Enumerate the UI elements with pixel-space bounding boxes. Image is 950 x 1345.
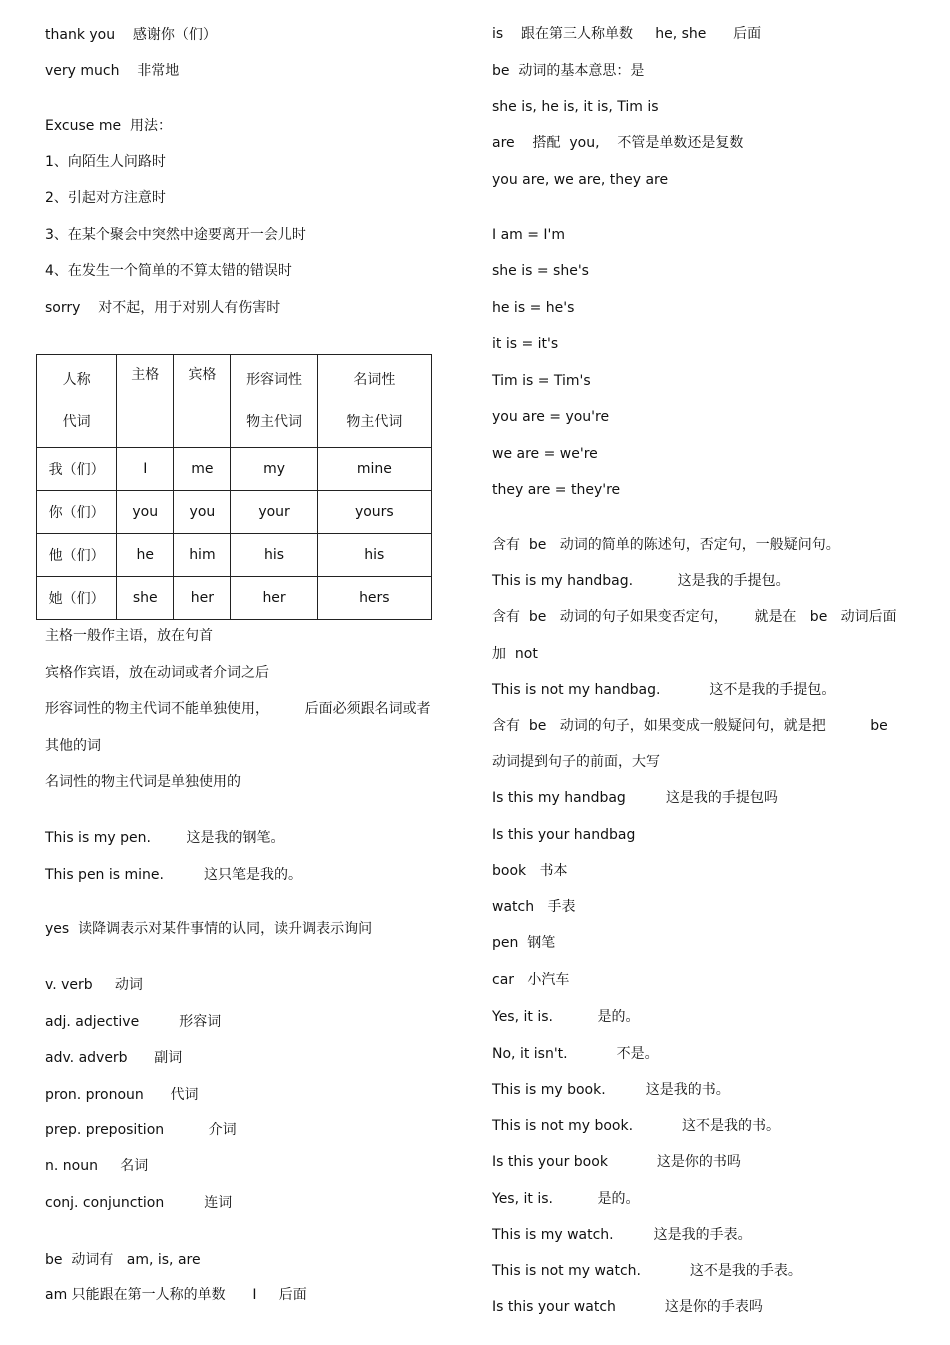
text-line: No, it isn't. 不是。 [492,1046,659,1062]
text-line: car 小汽车 [492,972,570,988]
table-cell: me [174,448,231,491]
text-line: she is = she's [492,263,589,279]
table-header-cell: 形容词性 物主代词 [231,355,317,448]
text-line: pen 钢笔 [492,935,556,951]
table-row [37,577,432,620]
text-line: This is my handbag. 这是我的手提包。 [492,573,790,589]
text-line: you are = you're [492,409,610,425]
text-line: adv. adverb 副词 [45,1050,183,1066]
text-line: 主格一般作主语，放在句首 [45,628,213,644]
text-line: you are, we are, they are [492,172,669,188]
text-line: am 只能跟在第一人称的单数 I 后面 [45,1287,307,1303]
text-line: very much 非常地 [45,63,180,79]
text-line: she is, he is, it is, Tim is [492,99,659,115]
text-line: 4、在发生一个简单的不算太错的错误时 [45,263,292,279]
table-cell: he [117,534,174,577]
text-line: prep. preposition 介词 [45,1122,237,1138]
table-cell: his [317,534,431,577]
text-line: 1、向陌生人问路时 [45,154,166,170]
text-line: sorry 对不起，用于对别人有伤害时 [45,300,281,316]
text-line: Is this my handbag 这是我的手提包吗 [492,790,778,806]
table-row [37,491,432,534]
text-line: This is not my watch. 这不是我的手表。 [492,1263,802,1279]
table-cell: 他（们） [37,534,117,577]
text-line: watch 手表 [492,899,576,915]
text-line: v. verb 动词 [45,977,143,993]
text-line: 3、在某个聚会中突然中途要离开一会儿时 [45,227,306,243]
text-line: 其他的词 [45,738,101,754]
table-header-cell: 宾格 [174,355,231,448]
text-line: he is = he's [492,300,575,316]
text-line: book 书本 [492,863,568,879]
text-line: This pen is mine. 这只笔是我的。 [45,867,303,883]
table-cell: you [174,491,231,534]
text-line: it is = it's [492,336,559,352]
text-line: n. noun 名词 [45,1158,149,1174]
text-line: Yes, it is. 是的。 [492,1191,640,1207]
text-line: be 动词有 am, is, are [45,1252,201,1268]
table-row [37,448,432,491]
table-cell: her [174,577,231,620]
text-line: This is my pen. 这是我的钢笔。 [45,830,285,846]
table-cell: you [117,491,174,534]
table-cell: 你（们） [37,491,117,534]
text-line: 加 not [492,646,538,662]
table-cell: him [174,534,231,577]
text-line: yes 读降调表示对某件事情的认同，读升调表示询问 [45,921,373,937]
text-line: Is this your handbag [492,827,636,843]
table-cell: I [117,448,174,491]
table-cell: his [231,534,317,577]
table-cell: yours [317,491,431,534]
text-line: 含有 be 动词的句子如果变否定句， 就是在 be 动词后面 [492,609,897,625]
table-cell: hers [317,577,431,620]
table-row [37,534,432,577]
table-cell: your [231,491,317,534]
text-line: Excuse me 用法： [45,118,172,134]
text-line: conj. conjunction 连词 [45,1195,233,1211]
text-line: Yes, it is. 是的。 [492,1009,640,1025]
table-cell: she [117,577,174,620]
text-line: Is this your watch 这是你的手表吗 [492,1299,763,1315]
pronoun-table [36,354,432,620]
text-line: 形容词性的物主代词不能单独使用， 后面必须跟名词或者 [45,701,431,717]
text-line: 动词提到句子的前面，大写 [492,754,660,770]
table-header-cell: 名词性 物主代词 [317,355,431,448]
text-line: adj. adjective 形容词 [45,1014,222,1030]
text-line: 宾格作宾语，放在动词或者介词之后 [45,665,269,681]
table-cell: my [231,448,317,491]
text-line: be 动词的基本意思：是 [492,63,645,79]
text-line: thank you 感谢你（们） [45,27,217,43]
text-line: are 搭配 you, 不管是单数还是复数 [492,135,744,151]
text-line: 含有 be 动词的句子，如果变成一般疑问句，就是把 be [492,718,888,734]
text-line: I am = I'm [492,227,566,243]
text-line: 含有 be 动词的简单的陈述句，否定句，一般疑问句。 [492,537,840,553]
text-line: This is not my handbag. 这不是我的手提包。 [492,682,836,698]
table-cell: 她（们） [37,577,117,620]
text-line: This is not my book. 这不是我的书。 [492,1118,780,1134]
text-line: 2、引起对方注意时 [45,190,166,206]
text-line: Is this your book 这是你的书吗 [492,1154,741,1170]
text-line: Tim is = Tim's [492,373,591,389]
text-line: This is my watch. 这是我的手表。 [492,1227,752,1243]
table-cell: mine [317,448,431,491]
text-line: they are = they're [492,482,621,498]
text-line: we are = we're [492,446,598,462]
text-line: This is my book. 这是我的书。 [492,1082,730,1098]
table-cell: 我（们） [37,448,117,491]
table-header-cell: 主格 [117,355,174,448]
text-line: 名词性的物主代词是单独使用的 [45,774,241,790]
text-line: pron. pronoun 代词 [45,1087,199,1103]
table-header-row [37,355,432,448]
table-header-cell: 人称 代词 [37,355,117,448]
text-line: is 跟在第三人称单数 he, she 后面 [492,26,762,42]
table-cell: her [231,577,317,620]
